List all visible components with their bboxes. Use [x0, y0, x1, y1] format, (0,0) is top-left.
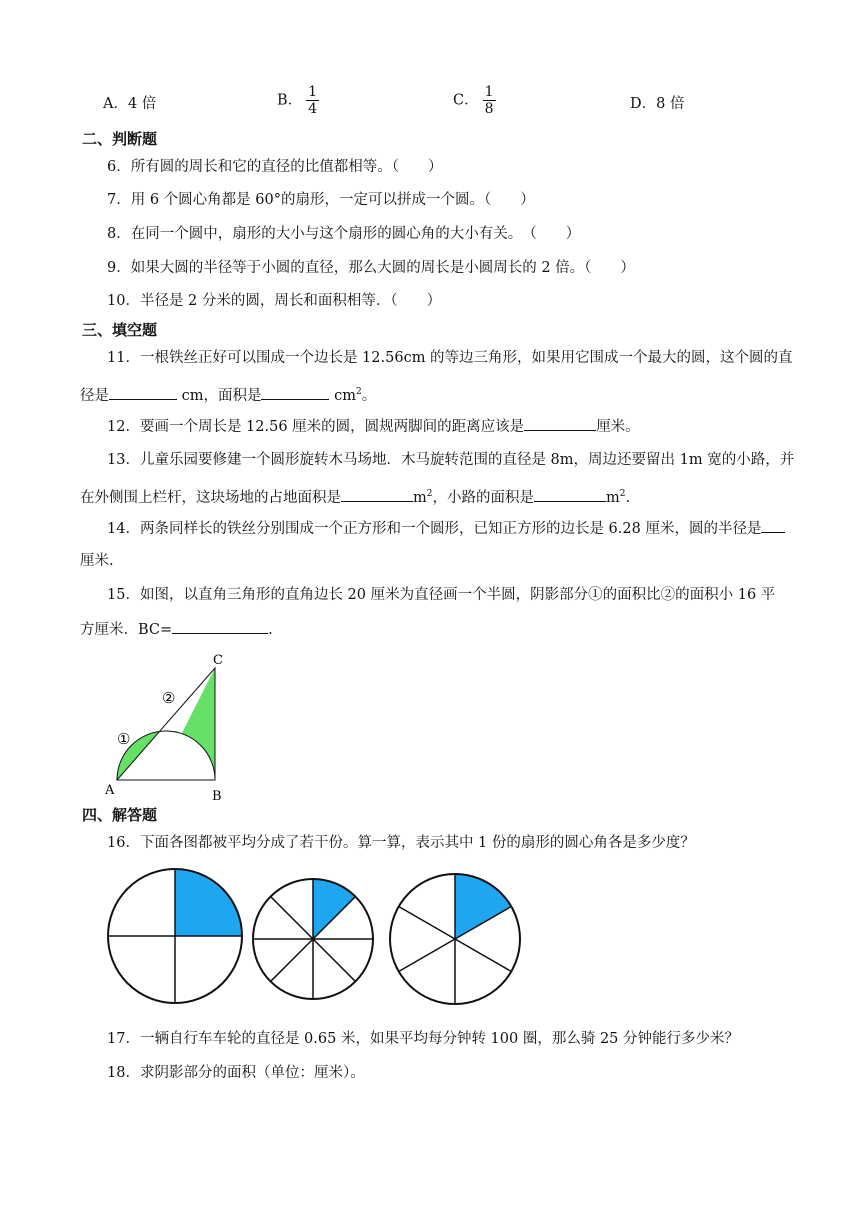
division-line — [399, 939, 455, 972]
circle-sixths — [390, 874, 520, 1004]
option-b — [277, 84, 319, 117]
question-13-line-1: 13．儿童乐园要修建一个圆形旋转木马场地．木马旋转范围的直径是 8m，周边还要留出 1m 宽的小路，并 — [107, 452, 795, 468]
question-13-line-2 — [80, 484, 630, 508]
fraction-numerator: 1 — [308, 84, 318, 100]
shaded-sector — [313, 879, 355, 939]
q15-text-b: . — [268, 622, 273, 638]
q13-text-c: ，小路的面积是 — [432, 489, 534, 506]
option-a: A．4 倍 — [103, 96, 157, 112]
question-17: 17．一辆自行车车轮的直径是 0.65 米，如果平均每分钟转 100 圈，那么骑 25 分钟能行多少米？ — [107, 1031, 740, 1047]
figure-triangle-semicircle — [100, 648, 240, 806]
question-6: 6．所有圆的周长和它的直径的比值都相等。（ ） — [107, 159, 443, 175]
label-region-1: ① — [117, 730, 131, 748]
q14-text: 14．两条同样长的铁丝分别围成一个正方形和一个圆形，已知正方形的边长是 6.28 厘米，圆的半径是 — [107, 521, 762, 537]
answer-blank-area[interactable] — [261, 385, 329, 400]
answer-blank-radius[interactable] — [761, 518, 785, 533]
q13-text-e: . — [625, 489, 631, 506]
q13-text-d: m — [605, 489, 620, 506]
label-a: A — [105, 783, 115, 798]
q13-superscript-2: 2 — [619, 489, 626, 499]
option-b-prefix: B． — [277, 92, 303, 109]
q15-text-a: 方厘米．BC= — [80, 622, 173, 638]
q11-text-b: cm，面积是 — [177, 387, 262, 404]
option-d: D．8 倍 — [630, 96, 685, 112]
circle-quarters — [108, 869, 242, 1003]
shaded-sector — [455, 874, 511, 939]
q11-text-a: 径是 — [80, 387, 109, 404]
q13-superscript: 2 — [426, 489, 433, 499]
division-line — [313, 939, 355, 981]
question-11-line-2 — [80, 382, 376, 406]
question-7: 7．用 6 个圆心角都是 60°的扇形，一定可以拼成一个圆。（ ） — [107, 192, 535, 208]
q11-text-d: 。 — [361, 387, 377, 404]
q12-text-b: 厘米。 — [596, 419, 640, 435]
answer-blank-bc[interactable] — [172, 619, 268, 634]
label-c: C — [213, 653, 223, 668]
q12-text-a: 12．要画一个周长是 12.56 厘米的圆，圆规两脚间的距离应该是 — [107, 419, 525, 435]
q11-text-c: cm — [329, 387, 356, 404]
question-9: 9．如果大圆的半径等于小圆的直径，那么大圆的周长是小圆周长的 2 倍。（ ） — [107, 260, 635, 276]
fraction-denominator: 8 — [484, 101, 494, 117]
q13-text-a: 在外侧围上栏杆，这块场地的占地面积是 — [80, 489, 341, 506]
option-c-prefix: C． — [453, 92, 479, 109]
answer-blank-compass[interactable] — [524, 416, 596, 431]
option-c — [453, 84, 496, 117]
division-line — [271, 939, 313, 981]
question-14-line-2: 厘米. — [80, 553, 114, 569]
fraction-one-quarter — [306, 84, 319, 117]
question-15-line-2 — [80, 619, 273, 640]
question-12 — [107, 416, 640, 437]
division-line — [271, 897, 313, 939]
section-heading-fill: 三、填空题 — [82, 321, 158, 339]
question-14-line-1 — [107, 518, 785, 539]
label-region-2: ② — [162, 689, 176, 707]
fraction-one-eighth — [483, 84, 496, 117]
question-18: 18．求阴影部分的面积（单位：厘米）。 — [107, 1065, 365, 1081]
division-line — [455, 939, 511, 972]
section-heading-judge: 二、判断题 — [82, 130, 158, 148]
q13-text-b: m — [413, 489, 427, 506]
label-b: B — [212, 789, 222, 804]
answer-blank-path-area[interactable] — [534, 487, 606, 502]
question-16: 16．下面各图都被平均分成了若干份。算一算，表示其中 1 份的扇形的圆心角各是多少度？ — [107, 835, 695, 851]
fraction-numerator: 1 — [484, 84, 494, 100]
question-11-line-1: 11．一根铁丝正好可以围成一个边长是 12.56cm 的等边三角形，如果用它围成一个最大的圆，这个圆的直 — [107, 350, 793, 366]
circle-eighths — [253, 879, 373, 999]
fraction-denominator: 4 — [308, 101, 318, 117]
question-10: 10．半径是 2 分米的圆，周长和面积相等．（ ） — [107, 293, 442, 309]
division-line — [399, 907, 455, 940]
q11-superscript: 2 — [355, 387, 362, 397]
section-heading-solve: 四、解答题 — [82, 806, 158, 824]
figure-divided-circles — [100, 865, 530, 1015]
answer-blank-diameter[interactable] — [109, 385, 177, 400]
answer-blank-site-area[interactable] — [341, 487, 413, 502]
question-15-line-1: 15．如图，以直角三角形的直角边长 20 厘米为直径画一个半圆，阴影部分①的面积比②的面积小 16 平 — [107, 587, 776, 603]
question-8: 8．在同一个圆中，扇形的大小与这个扇形的圆心角的大小有关。 （ ） — [107, 226, 581, 242]
